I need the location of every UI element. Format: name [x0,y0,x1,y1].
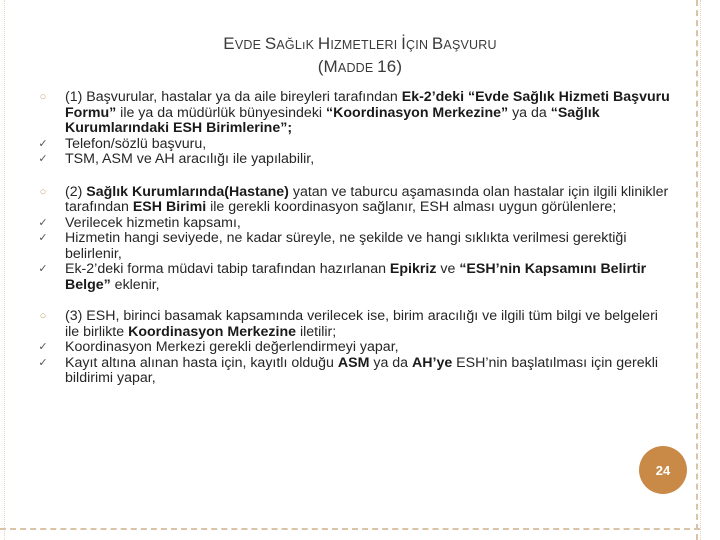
checkmark-icon: ✓ [38,232,48,244]
title-smallcaps: ADDE [337,61,378,75]
item-text: Telefon/sözlü başvuru, [65,135,207,152]
title-cap: H [317,34,331,53]
bold-text: “ESH’nin Kapsamını Belirtir Belge” [65,261,647,293]
bold-text: Sağlık Kurumlarında(Hastane) [86,183,289,200]
bottom-border-decoration [0,528,700,530]
circle-bullet-icon: ○ [39,310,47,322]
left-border-decoration [4,0,5,540]
title-cap: S [264,34,277,53]
item-text: Ek-2’deki forma müdavi tabip tarafından hazırlanan [65,261,390,277]
item-text: ve [436,261,460,277]
bullet-section [36,90,676,168]
right-border-decoration-inner [700,0,701,540]
item-text: ile gerekli koordinasyon sağlanır, ESH alması uygun görülenlere; [206,199,617,215]
check-bullet-item [36,340,676,356]
checkmark-icon: ✓ [38,356,48,369]
item-text: (2) [65,183,87,200]
bullet-section [36,309,676,387]
item-text: (1) Başvurular, hastalar ya da aile bireyleri tarafından [65,89,402,105]
main-bullet-item [36,90,676,137]
slide-title [110,33,610,79]
title-smallcaps: VDE [234,38,265,52]
title-smallcaps: ÇIN [406,38,432,52]
checkmark-icon: ✓ [38,216,48,229]
check-bullet-item [36,231,676,262]
check-bullet-item [36,356,676,387]
circle-bullet-icon: ○ [39,91,47,103]
page-number-badge [639,446,687,494]
item-text: Hizmetin hangi seviyede, ne kadar süreyle, ne şekilde ve hangi sıklıkta verilmesi gerektiği belirlenir, [65,230,627,262]
checkmark-icon: ✓ [38,341,48,353]
title-smallcaps: AĞLıK [276,38,318,52]
item-text: eklenir, [110,276,160,293]
circle-bullet-icon: ○ [39,185,47,198]
title-cap: İ [401,34,407,53]
bullet-section [36,185,676,294]
bold-text: ASM [337,354,370,371]
check-bullet-item [36,152,676,168]
title-cap: B [431,34,444,53]
check-bullet-item [36,262,676,293]
item-text: ESH’nin başlatılması için gerekli bildirimi yapar, [65,354,659,386]
title-line-1 [110,33,610,56]
item-text: ile ya da müdürlük bünyesindeki [116,104,327,121]
bold-text: Epikriz [389,261,437,277]
main-bullet-item [36,185,676,216]
item-text: ya da [369,354,413,371]
bullet-content [36,90,676,387]
bold-text: ESH Birimi [132,199,207,215]
item-text: ya da [508,104,551,121]
item-text: (3) ESH, birinci basamak kapsamında verilecek ise, birim aracılığı ve ilgili tüm bilgi ve belgeleri ile birlikte [65,308,658,340]
check-bullet-item [36,216,676,232]
main-bullet-item [36,309,676,340]
check-bullet-item [36,137,676,153]
section-spacer [36,293,676,309]
right-border-decoration [696,0,698,540]
page-number: 24 [655,462,671,478]
item-text: yatan ve taburcu aşamasında olan hastalar için ilgili klinikler tarafından [65,183,669,215]
bold-text: “Koordinasyon Merkezine” [326,104,509,121]
bold-text: “Sağlık Kurumlarındaki ESH Birimlerine”; [65,104,600,136]
item-text: Kayıt altına alınan hasta için, kayıtlı olduğu [65,354,338,371]
title-cap: (M [317,57,338,76]
title-smallcaps: IZMETLERI [330,38,402,52]
bold-text: AH’ye [412,354,453,371]
title-smallcaps: AŞVURU [443,38,497,52]
bold-text: Ek-2’deki “Evde Sağlık Hizmeti Başvuru Formu” [65,89,670,121]
item-text: Koordinasyon Merkezi gerekli değerlendirmeyi yapar, [65,339,399,355]
title-line-2 [110,56,610,79]
checkmark-icon: ✓ [38,153,48,165]
item-text: Verilecek hizmetin kapsamı, [65,214,241,231]
title-cap: 16) [377,57,403,76]
item-text: TSM, ASM ve AH aracılığı ile yapılabilir, [65,151,315,167]
section-spacer [36,168,676,185]
checkmark-icon: ✓ [38,263,48,275]
bold-text: Koordinasyon Merkezine [128,323,297,340]
title-cap: E [223,34,235,53]
item-text: iletilir; [296,323,337,340]
checkmark-icon: ✓ [38,137,48,150]
